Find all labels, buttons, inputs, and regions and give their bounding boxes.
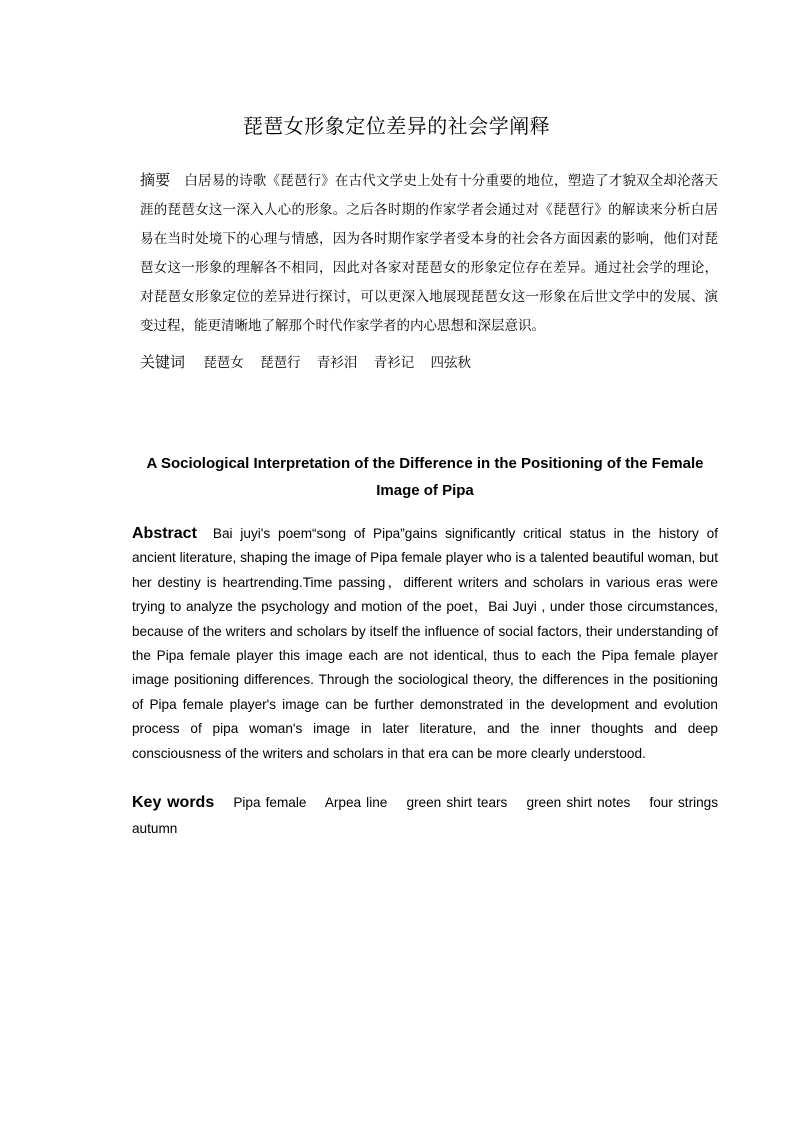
english-abstract xyxy=(132,522,718,766)
chinese-keyword: 四弦秋 xyxy=(430,355,471,371)
english-keyword: Pipa female xyxy=(233,795,307,810)
chinese-keyword: 青衫泪 xyxy=(316,355,358,371)
chinese-keyword: 琵琶行 xyxy=(260,355,301,371)
chinese-abstract-label: 摘要 xyxy=(140,171,171,189)
chinese-abstract xyxy=(140,166,718,341)
chinese-title: 琵琶女形象定位差异的社会学阐释 xyxy=(242,114,551,138)
english-title: A Sociological Interpretation of the Difference in the Positioning of the Female Image of Pipa xyxy=(146,455,704,499)
chinese-abstract-text: 白居易的诗歌《琵琶行》在古代文学史上处有十分重要的地位，塑造了才貌双全却沦落天涯的琵琶女这一深入人心的形象。之后各时期的作家学者会通过对《琵琶行》的解读来分析白居易在当时处境下的心理与情感，因为各时期作家学者受本身的社会各方面因素的影响，他们对琵琶女这一形象的理解各不相同，因此对各家对琵琶女的形象定位存在差异。通过社会学的理论，对琵琶女形象定位的差异进行探讨，可以更深入地展现琵琶女这一形象在后世文学中的发展、演变过程，能更清晰地了解那个时代作家学者的内心思想和深层意识。 xyxy=(140,173,718,334)
english-keyword: green shirt notes xyxy=(526,795,631,810)
chinese-keywords-label: 关键词 xyxy=(140,353,186,371)
english-keyword: green shirt tears xyxy=(406,795,508,810)
english-abstract-label: Abstract xyxy=(132,525,197,542)
chinese-keyword: 琵琶女 xyxy=(203,355,244,371)
english-keywords xyxy=(132,790,718,842)
english-abstract-text: Bai juyi's poem“song of Pipa”gains significantly critical status in the history of ancient literature, shaping the image of Pipa female player who is a talented beautiful woman, but her destiny is heartrending.Time passing，different writers and scholars in various eras were trying to analyze the psychology and motion of the poet，Bai Juyi , under those circumstances, because of the writers and scholars by itself the influence of social factors, their understanding of the Pipa female player this image each are not identical, thus to each the Pipa female player image positioning differences. Through the sociological theory, the differences in the positioning of Pipa female player's image can be further demonstrated in the development and evolution process of pipa woman's image in later literature, and the inner thoughts and deep consciousness of the writers and scholars in that era can be more clearly understood. xyxy=(132,526,718,761)
chinese-keywords xyxy=(140,350,718,375)
chinese-keyword: 青衫记 xyxy=(373,355,415,371)
english-keyword: four strings autumn xyxy=(132,795,719,836)
english-keyword: Arpea line xyxy=(324,795,388,810)
english-keywords-label: Key words xyxy=(132,794,215,811)
